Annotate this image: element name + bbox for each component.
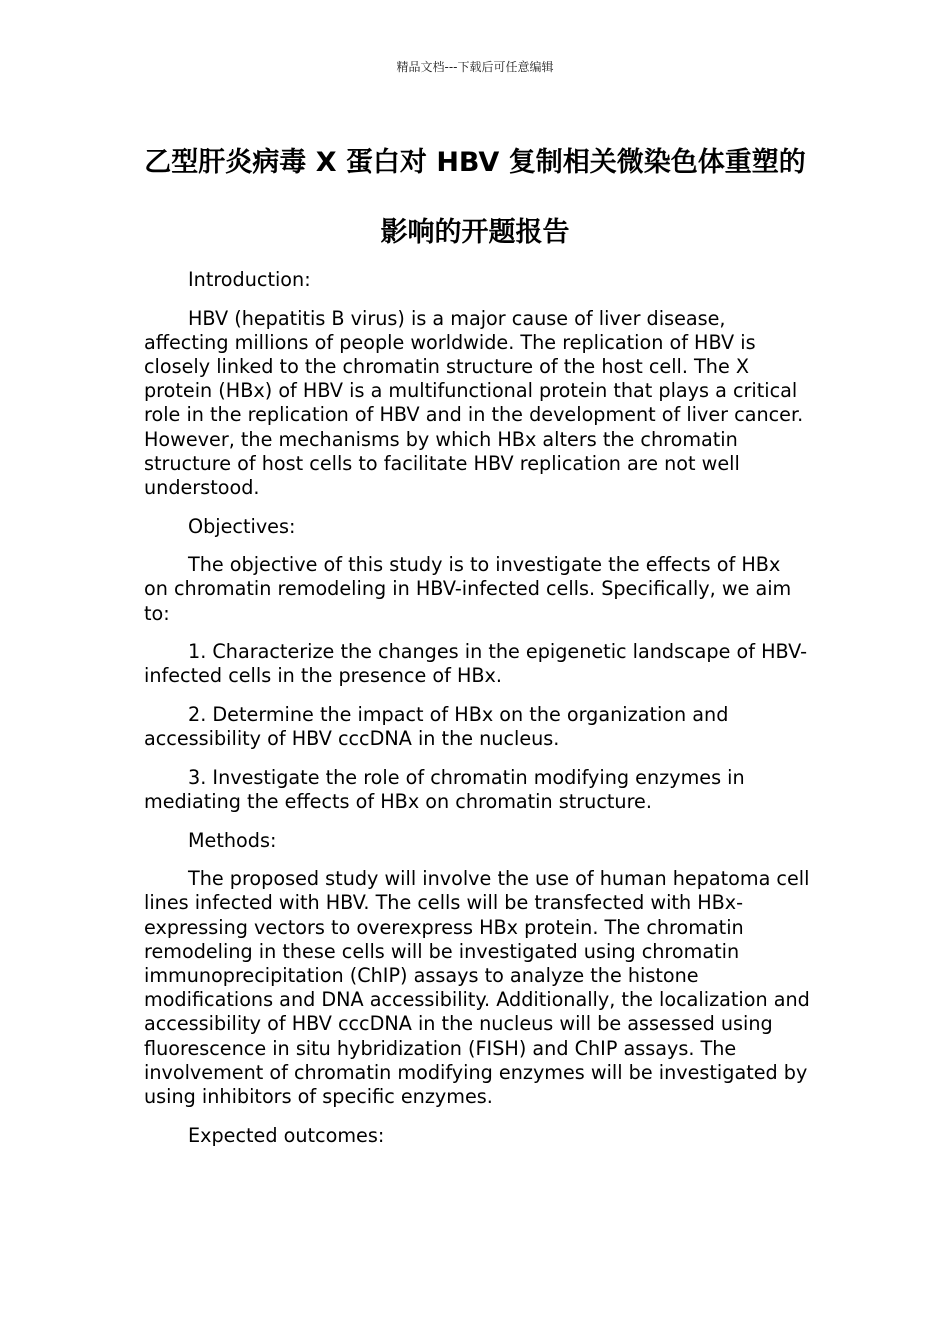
objective-item-3: 3. Investigate the role of chromatin modifying enzymes in mediating the effects of HBx on chromatin structure.: [144, 765, 745, 813]
section-heading-methods: Methods:: [188, 828, 277, 852]
document-body: [144, 268, 810, 1162]
section-heading-introduction: Introduction:: [188, 268, 311, 291]
paragraph-introduction: HBV (hepatitis B virus) is a major cause of liver disease, affecting millions of people worldwide. The replication of HBV is closely linked to the chromatin structure of the host cell. The X protein (HBx) of HBV is a multifunctional protein that plays a critical role in the replication of HBV and in the development of liver cancer. However, the mechanisms by which HBx alters the chromatin structure of host cells to facilitate HBV replication are not well understood.: [144, 306, 804, 500]
paragraph-objectives: The objective of this study is to investigate the effects of HBx on chromatin remodeling in HBV-infected cells. Specifically, we aim to:: [144, 553, 792, 625]
objective-item-2: 2. Determine the impact of HBx on the organization and accessibility of HBV cccDNA in the nucleus.: [144, 703, 729, 751]
paragraph-methods: The proposed study will involve the use of human hepatoma cell lines infected with HBV. The cells will be transfected with HBx-expressing vectors to overexpress HBx protein. The chromatin remodeling in these cells will be investigated using chromatin immunoprecipitation (ChIP) assays to analyze the histone modifications and DNA accessibility. Additionally, the localization and accessibility of HBV cccDNA in the nucleus will be assessed using fluorescence in situ hybridization (FISH) and ChIP assays. The involvement of chromatin modifying enzymes will be investigated by using inhibitors of specific enzymes.: [144, 867, 810, 1109]
section-heading-expected-outcomes: Expected outcomes:: [188, 1123, 385, 1147]
section-heading-objectives: Objectives:: [188, 514, 296, 538]
objective-item-1: 1. Characterize the changes in the epigenetic landscape of HBV-infected cells in the presence of HBx.: [144, 640, 808, 688]
header-note: 精品文档---下载后可任意编辑: [396, 60, 554, 74]
document-title: 乙型肝炎病毒 X 蛋白对 HBV 复制相关微染色体重塑的影响的开题报告: [144, 147, 806, 248]
